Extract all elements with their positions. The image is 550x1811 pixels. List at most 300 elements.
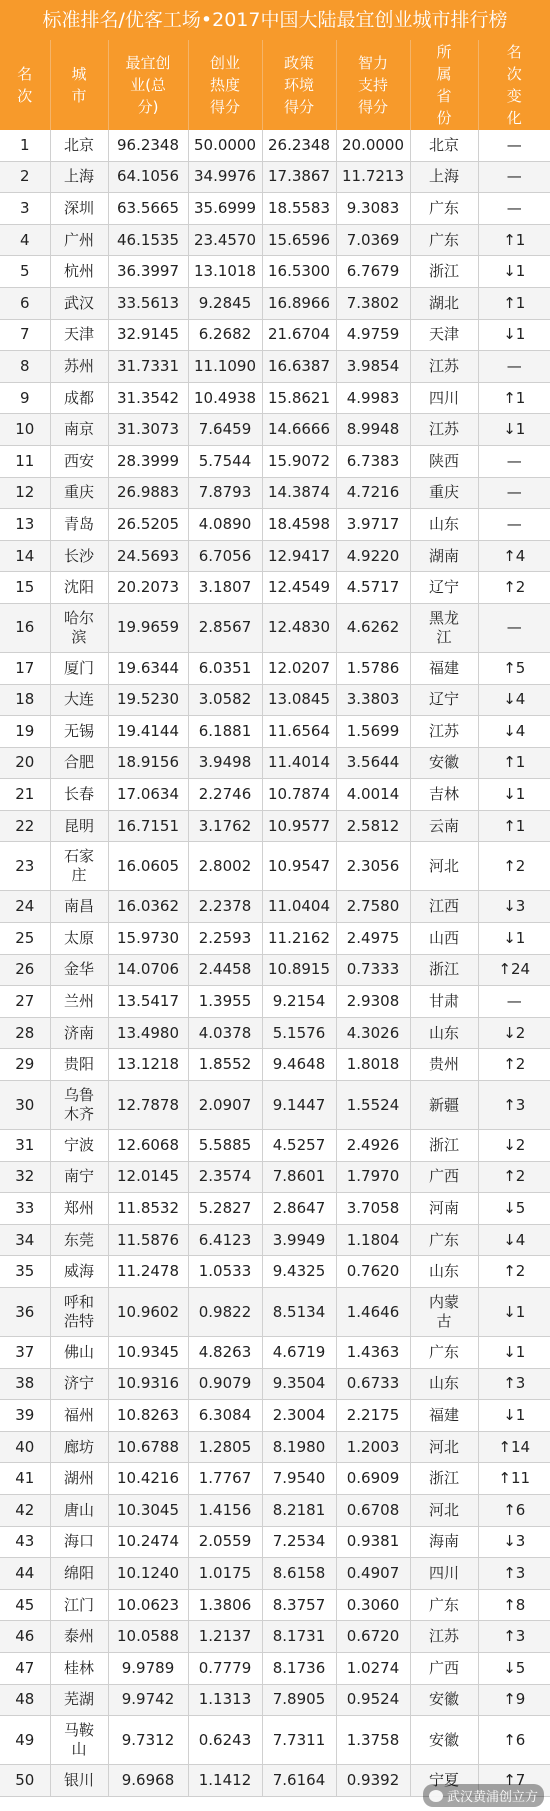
cell-policy-score: 12.9417 <box>262 540 336 572</box>
table-row <box>0 1337 550 1369</box>
cell-city: 廊坊 <box>50 1431 108 1463</box>
cell-talent-score: 1.4646 <box>336 1288 410 1337</box>
table-row <box>0 287 550 319</box>
cell-rank-change: ↓1 <box>478 319 550 351</box>
table-row <box>0 540 550 572</box>
cell-total-score: 12.6068 <box>108 1130 188 1162</box>
table-row <box>0 603 550 652</box>
cell-total-score: 12.7878 <box>108 1081 188 1130</box>
cell-province: 浙江 <box>410 256 478 288</box>
cell-talent-score: 2.4926 <box>336 1130 410 1162</box>
cell-province: 福建 <box>410 652 478 684</box>
cell-rank-change: — <box>478 603 550 652</box>
cell-heat-score: 2.0907 <box>188 1081 262 1130</box>
cell-total-score: 10.1240 <box>108 1558 188 1590</box>
cell-heat-score: 35.6999 <box>188 193 262 225</box>
cell-total-score: 24.5693 <box>108 540 188 572</box>
cell-talent-score: 6.7679 <box>336 256 410 288</box>
cell-city: 西安 <box>50 445 108 477</box>
cell-province: 河北 <box>410 1494 478 1526</box>
cell-policy-score: 10.9577 <box>262 810 336 842</box>
cell-rank-change: ↑2 <box>478 572 550 604</box>
cell-heat-score: 23.4570 <box>188 224 262 256</box>
cell-policy-score: 10.9547 <box>262 842 336 891</box>
cell-heat-score: 0.7779 <box>188 1652 262 1684</box>
cell-policy-score: 11.6564 <box>262 716 336 748</box>
cell-rank: 7 <box>0 319 50 351</box>
cell-heat-score: 1.8552 <box>188 1049 262 1081</box>
cell-talent-score: 0.6708 <box>336 1494 410 1526</box>
cell-talent-score: 0.7333 <box>336 954 410 986</box>
cell-talent-score: 0.6720 <box>336 1621 410 1653</box>
cell-total-score: 28.3999 <box>108 445 188 477</box>
table-row <box>0 842 550 891</box>
cell-rank: 25 <box>0 923 50 955</box>
cell-policy-score: 8.3757 <box>262 1589 336 1621</box>
cell-province: 上海 <box>410 161 478 193</box>
cell-rank: 20 <box>0 747 50 779</box>
page-title: 标准排名/优客工场•2017中国大陆最宜创业城市排行榜 <box>0 0 550 40</box>
cell-city: 长春 <box>50 779 108 811</box>
cell-rank: 43 <box>0 1526 50 1558</box>
table-row <box>0 1621 550 1653</box>
cell-rank-change: ↑2 <box>478 1161 550 1193</box>
table-row <box>0 1463 550 1495</box>
cell-heat-score: 1.3955 <box>188 986 262 1018</box>
cell-policy-score: 9.3504 <box>262 1368 336 1400</box>
cell-heat-score: 34.9976 <box>188 161 262 193</box>
cell-province: 贵州 <box>410 1049 478 1081</box>
cell-heat-score: 1.0175 <box>188 1558 262 1590</box>
cell-province: 广东 <box>410 1589 478 1621</box>
cell-policy-score: 11.0404 <box>262 891 336 923</box>
cell-rank: 35 <box>0 1256 50 1288</box>
cell-city: 沈阳 <box>50 572 108 604</box>
cell-heat-score: 6.1881 <box>188 716 262 748</box>
cell-rank: 23 <box>0 842 50 891</box>
cell-total-score: 31.3073 <box>108 414 188 446</box>
table-row <box>0 923 550 955</box>
header-rank: 名 次 <box>0 40 50 130</box>
table-row <box>0 572 550 604</box>
cell-rank: 24 <box>0 891 50 923</box>
cell-total-score: 31.7331 <box>108 351 188 383</box>
table-row <box>0 779 550 811</box>
cell-city: 湖州 <box>50 1463 108 1495</box>
watermark <box>423 1784 544 1807</box>
table-body <box>0 130 550 1796</box>
cell-rank-change: ↓1 <box>478 1288 550 1337</box>
cell-policy-score: 7.9540 <box>262 1463 336 1495</box>
cell-policy-score: 13.0845 <box>262 684 336 716</box>
header-policy-score: 政策 环境 得分 <box>262 40 336 130</box>
cell-province: 广西 <box>410 1161 478 1193</box>
cell-heat-score: 1.2805 <box>188 1431 262 1463</box>
cell-policy-score: 4.5257 <box>262 1130 336 1162</box>
cell-rank: 36 <box>0 1288 50 1337</box>
cell-talent-score: 4.7216 <box>336 477 410 509</box>
cell-rank-change: — <box>478 130 550 161</box>
cell-rank-change: ↓1 <box>478 1337 550 1369</box>
cell-city: 上海 <box>50 161 108 193</box>
cell-policy-score: 7.6164 <box>262 1765 336 1797</box>
cell-talent-score: 2.9308 <box>336 986 410 1018</box>
cell-city: 芜湖 <box>50 1684 108 1716</box>
cell-city: 绵阳 <box>50 1558 108 1590</box>
table-row <box>0 1716 550 1765</box>
cell-talent-score: 0.9392 <box>336 1765 410 1797</box>
cell-rank-change: ↑24 <box>478 954 550 986</box>
cell-policy-score: 16.5300 <box>262 256 336 288</box>
cell-policy-score: 10.8915 <box>262 954 336 986</box>
cell-rank: 28 <box>0 1017 50 1049</box>
cell-total-score: 10.9345 <box>108 1337 188 1369</box>
cell-total-score: 26.5205 <box>108 509 188 541</box>
cell-city: 福州 <box>50 1400 108 1432</box>
cell-heat-score: 1.2137 <box>188 1621 262 1653</box>
cell-talent-score: 0.3060 <box>336 1589 410 1621</box>
cell-heat-score: 3.9498 <box>188 747 262 779</box>
cell-city: 济宁 <box>50 1368 108 1400</box>
cell-rank: 22 <box>0 810 50 842</box>
cell-total-score: 10.0588 <box>108 1621 188 1653</box>
cell-talent-score: 4.9983 <box>336 382 410 414</box>
cell-talent-score: 3.7058 <box>336 1193 410 1225</box>
cell-city: 广州 <box>50 224 108 256</box>
cell-province: 四川 <box>410 382 478 414</box>
cell-rank-change: ↑4 <box>478 540 550 572</box>
cell-total-score: 26.9883 <box>108 477 188 509</box>
cell-policy-score: 17.3867 <box>262 161 336 193</box>
cell-total-score: 9.9742 <box>108 1684 188 1716</box>
cell-city: 泰州 <box>50 1621 108 1653</box>
cell-talent-score: 1.8018 <box>336 1049 410 1081</box>
cell-city: 银川 <box>50 1765 108 1797</box>
cell-rank: 32 <box>0 1161 50 1193</box>
cell-rank-change: — <box>478 193 550 225</box>
cell-city: 乌鲁 木齐 <box>50 1081 108 1130</box>
cell-total-score: 46.1535 <box>108 224 188 256</box>
cell-talent-score: 1.4363 <box>336 1337 410 1369</box>
cell-city: 重庆 <box>50 477 108 509</box>
cell-talent-score: 7.3802 <box>336 287 410 319</box>
table-row <box>0 1081 550 1130</box>
table-row <box>0 1193 550 1225</box>
cell-policy-score: 15.8621 <box>262 382 336 414</box>
cell-rank-change: ↓3 <box>478 891 550 923</box>
cell-city: 杭州 <box>50 256 108 288</box>
cell-rank-change: — <box>478 509 550 541</box>
table-row <box>0 1589 550 1621</box>
cell-city: 海口 <box>50 1526 108 1558</box>
cell-policy-score: 2.3004 <box>262 1400 336 1432</box>
cell-rank-change: ↓4 <box>478 716 550 748</box>
cell-talent-score: 2.4975 <box>336 923 410 955</box>
cell-total-score: 16.0362 <box>108 891 188 923</box>
header-talent-score: 智力 支持 得分 <box>336 40 410 130</box>
cell-province: 湖南 <box>410 540 478 572</box>
cell-rank-change: ↑5 <box>478 652 550 684</box>
cell-rank: 47 <box>0 1652 50 1684</box>
cell-policy-score: 21.6704 <box>262 319 336 351</box>
cell-city: 郑州 <box>50 1193 108 1225</box>
cell-rank: 30 <box>0 1081 50 1130</box>
cell-rank-change: ↑3 <box>478 1621 550 1653</box>
cell-rank-change: ↑14 <box>478 1431 550 1463</box>
cell-rank-change: ↑3 <box>478 1558 550 1590</box>
cell-province: 浙江 <box>410 954 478 986</box>
cell-rank: 49 <box>0 1716 50 1765</box>
cell-heat-score: 1.3806 <box>188 1589 262 1621</box>
cell-talent-score: 4.0014 <box>336 779 410 811</box>
cell-province: 浙江 <box>410 1130 478 1162</box>
cell-total-score: 64.1056 <box>108 161 188 193</box>
table-row <box>0 891 550 923</box>
cell-province: 四川 <box>410 1558 478 1590</box>
cell-province: 山东 <box>410 1017 478 1049</box>
table-row <box>0 1161 550 1193</box>
cell-heat-score: 2.4458 <box>188 954 262 986</box>
cell-city: 苏州 <box>50 351 108 383</box>
cell-heat-score: 50.0000 <box>188 130 262 161</box>
cell-province: 江苏 <box>410 1621 478 1653</box>
cell-policy-score: 16.6387 <box>262 351 336 383</box>
cell-province: 安徽 <box>410 747 478 779</box>
cell-total-score: 36.3997 <box>108 256 188 288</box>
cell-rank: 11 <box>0 445 50 477</box>
table-row <box>0 445 550 477</box>
cell-city: 东莞 <box>50 1224 108 1256</box>
table-row <box>0 810 550 842</box>
cell-province: 重庆 <box>410 477 478 509</box>
cell-rank: 27 <box>0 986 50 1018</box>
cell-province: 安徽 <box>410 1684 478 1716</box>
cell-total-score: 11.5876 <box>108 1224 188 1256</box>
cell-policy-score: 8.5134 <box>262 1288 336 1337</box>
cell-rank: 42 <box>0 1494 50 1526</box>
cell-city: 天津 <box>50 319 108 351</box>
cell-rank-change: ↑6 <box>478 1494 550 1526</box>
cell-heat-score: 4.8263 <box>188 1337 262 1369</box>
cell-talent-score: 0.9524 <box>336 1684 410 1716</box>
cell-heat-score: 11.1090 <box>188 351 262 383</box>
cell-rank-change: ↓1 <box>478 414 550 446</box>
table-row <box>0 1684 550 1716</box>
header-province: 所 属 省 份 <box>410 40 478 130</box>
cell-rank-change: — <box>478 986 550 1018</box>
table-row <box>0 1224 550 1256</box>
cell-rank-change: ↑3 <box>478 1368 550 1400</box>
cell-rank: 3 <box>0 193 50 225</box>
cell-heat-score: 6.7056 <box>188 540 262 572</box>
cell-total-score: 9.7312 <box>108 1716 188 1765</box>
table-row <box>0 684 550 716</box>
cell-rank: 14 <box>0 540 50 572</box>
cell-rank: 15 <box>0 572 50 604</box>
cell-rank-change: ↑7 <box>478 1765 550 1797</box>
cell-rank: 6 <box>0 287 50 319</box>
cell-talent-score: 7.0369 <box>336 224 410 256</box>
cell-rank: 29 <box>0 1049 50 1081</box>
header-total-score: 最宜创 业(总 分) <box>108 40 188 130</box>
cell-total-score: 17.0634 <box>108 779 188 811</box>
cell-province: 广东 <box>410 224 478 256</box>
cell-total-score: 12.0145 <box>108 1161 188 1193</box>
cell-heat-score: 1.0533 <box>188 1256 262 1288</box>
cell-policy-score: 18.4598 <box>262 509 336 541</box>
cell-policy-score: 15.6596 <box>262 224 336 256</box>
cell-talent-score: 3.9717 <box>336 509 410 541</box>
cell-talent-score: 0.6909 <box>336 1463 410 1495</box>
cell-rank-change: ↑2 <box>478 842 550 891</box>
cell-rank-change: ↑11 <box>478 1463 550 1495</box>
cell-rank: 41 <box>0 1463 50 1495</box>
cell-rank: 46 <box>0 1621 50 1653</box>
cell-rank-change: ↑1 <box>478 287 550 319</box>
cell-heat-score: 2.2593 <box>188 923 262 955</box>
cell-city: 武汉 <box>50 287 108 319</box>
cell-heat-score: 9.2845 <box>188 287 262 319</box>
table-row <box>0 1049 550 1081</box>
cell-total-score: 63.5665 <box>108 193 188 225</box>
cell-city: 深圳 <box>50 193 108 225</box>
table-row <box>0 1017 550 1049</box>
cell-rank-change: ↓4 <box>478 684 550 716</box>
cell-province: 广东 <box>410 1337 478 1369</box>
table-row <box>0 954 550 986</box>
cell-talent-score: 6.7383 <box>336 445 410 477</box>
cell-total-score: 10.8263 <box>108 1400 188 1432</box>
cell-rank: 16 <box>0 603 50 652</box>
cell-city: 宁波 <box>50 1130 108 1162</box>
cell-policy-score: 8.1731 <box>262 1621 336 1653</box>
cell-province: 江苏 <box>410 351 478 383</box>
cell-rank-change: ↓5 <box>478 1193 550 1225</box>
cell-province: 山西 <box>410 923 478 955</box>
cell-city: 南宁 <box>50 1161 108 1193</box>
cell-rank: 5 <box>0 256 50 288</box>
table-row <box>0 1526 550 1558</box>
cell-city: 兰州 <box>50 986 108 1018</box>
cell-rank-change: — <box>478 477 550 509</box>
cell-rank: 2 <box>0 161 50 193</box>
cell-talent-score: 2.7580 <box>336 891 410 923</box>
cell-rank: 12 <box>0 477 50 509</box>
table-row <box>0 224 550 256</box>
cell-province: 广西 <box>410 1652 478 1684</box>
cell-rank-change: ↑9 <box>478 1684 550 1716</box>
cell-talent-score: 4.9759 <box>336 319 410 351</box>
cell-heat-score: 5.7544 <box>188 445 262 477</box>
cell-city: 太原 <box>50 923 108 955</box>
cell-city: 江门 <box>50 1589 108 1621</box>
cell-rank-change: — <box>478 351 550 383</box>
cell-heat-score: 3.1762 <box>188 810 262 842</box>
cell-heat-score: 2.2746 <box>188 779 262 811</box>
table-row <box>0 256 550 288</box>
cell-rank-change: ↓1 <box>478 779 550 811</box>
cell-city: 佛山 <box>50 1337 108 1369</box>
cell-heat-score: 6.4123 <box>188 1224 262 1256</box>
cell-policy-score: 8.1980 <box>262 1431 336 1463</box>
cell-rank: 10 <box>0 414 50 446</box>
cell-province: 广东 <box>410 1224 478 1256</box>
cell-rank: 17 <box>0 652 50 684</box>
cell-rank-change: ↓1 <box>478 1400 550 1432</box>
cell-policy-score: 10.7874 <box>262 779 336 811</box>
cell-total-score: 32.9145 <box>108 319 188 351</box>
cell-heat-score: 1.1313 <box>188 1684 262 1716</box>
cell-policy-score: 9.1447 <box>262 1081 336 1130</box>
cell-province: 内蒙 古 <box>410 1288 478 1337</box>
cell-heat-score: 6.0351 <box>188 652 262 684</box>
cell-policy-score: 2.8647 <box>262 1193 336 1225</box>
table-row <box>0 1652 550 1684</box>
cell-talent-score: 0.9381 <box>336 1526 410 1558</box>
cell-heat-score: 3.1807 <box>188 572 262 604</box>
cell-total-score: 15.9730 <box>108 923 188 955</box>
cell-rank: 4 <box>0 224 50 256</box>
cell-total-score: 10.0623 <box>108 1589 188 1621</box>
cell-total-score: 19.6344 <box>108 652 188 684</box>
table-row <box>0 652 550 684</box>
cell-province: 福建 <box>410 1400 478 1432</box>
table-row <box>0 319 550 351</box>
cell-city: 南京 <box>50 414 108 446</box>
cell-rank-change: ↑8 <box>478 1589 550 1621</box>
wechat-icon <box>429 1790 443 1802</box>
cell-province: 辽宁 <box>410 684 478 716</box>
cell-talent-score: 1.5524 <box>336 1081 410 1130</box>
cell-talent-score: 1.3758 <box>336 1716 410 1765</box>
cell-rank: 33 <box>0 1193 50 1225</box>
cell-rank: 39 <box>0 1400 50 1432</box>
table-row <box>0 1558 550 1590</box>
table-row <box>0 747 550 779</box>
cell-talent-score: 0.6733 <box>336 1368 410 1400</box>
cell-total-score: 10.9602 <box>108 1288 188 1337</box>
cell-heat-score: 1.4156 <box>188 1494 262 1526</box>
cell-heat-score: 7.8793 <box>188 477 262 509</box>
cell-heat-score: 0.9822 <box>188 1288 262 1337</box>
cell-province: 浙江 <box>410 1463 478 1495</box>
cell-province: 江苏 <box>410 414 478 446</box>
cell-city: 金华 <box>50 954 108 986</box>
cell-heat-score: 1.7767 <box>188 1463 262 1495</box>
cell-total-score: 13.5417 <box>108 986 188 1018</box>
cell-rank-change: ↓5 <box>478 1652 550 1684</box>
cell-talent-score: 9.3083 <box>336 193 410 225</box>
cell-total-score: 10.9316 <box>108 1368 188 1400</box>
cell-talent-score: 1.2003 <box>336 1431 410 1463</box>
cell-talent-score: 3.9854 <box>336 351 410 383</box>
cell-province: 河北 <box>410 842 478 891</box>
cell-rank: 21 <box>0 779 50 811</box>
cell-city: 马鞍 山 <box>50 1716 108 1765</box>
cell-province: 天津 <box>410 319 478 351</box>
cell-city: 南昌 <box>50 891 108 923</box>
cell-rank-change: ↑1 <box>478 224 550 256</box>
cell-rank: 26 <box>0 954 50 986</box>
cell-policy-score: 15.9072 <box>262 445 336 477</box>
cell-province: 山东 <box>410 509 478 541</box>
cell-heat-score: 5.2827 <box>188 1193 262 1225</box>
cell-total-score: 13.1218 <box>108 1049 188 1081</box>
cell-city: 成都 <box>50 382 108 414</box>
cell-policy-score: 9.2154 <box>262 986 336 1018</box>
cell-policy-score: 14.6666 <box>262 414 336 446</box>
cell-total-score: 19.4144 <box>108 716 188 748</box>
